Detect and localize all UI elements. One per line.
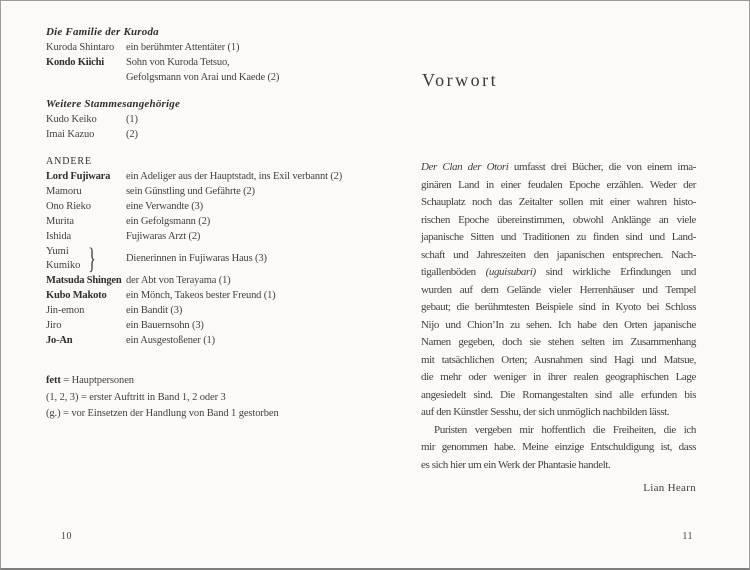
description-line: ein Bauernsohn (3): [126, 320, 204, 331]
preface-line: [421, 422, 696, 440]
brace-glyph: }: [88, 241, 96, 275]
preface-line: [421, 299, 696, 317]
text-segment: mir genommen habe. Meine einzige Entschuldigung ist, dass: [421, 441, 696, 453]
section-heading: Weitere Stammesangehörige: [46, 98, 181, 110]
description-line: ein berühmter Attentäter (1): [126, 42, 240, 53]
text-segment: angesiedelt sind. Die Romangestalten sind alle erfunden bis: [421, 388, 696, 401]
text-segment: rischen Epoche übereinstimmen, obwohl Anklänge an viele: [421, 213, 696, 226]
preface-line: [421, 352, 696, 370]
text-segment: fett: [46, 375, 61, 386]
character-description: [126, 169, 342, 184]
page-left: [46, 25, 368, 423]
preface-line: [421, 177, 696, 195]
character-description: [126, 333, 215, 348]
text-segment: umfasst drei Bücher, die von einem ima-: [508, 161, 696, 173]
character-name: Ishida: [46, 231, 72, 242]
character-row: [46, 55, 368, 85]
character-description: [126, 127, 138, 142]
character-name: Lord Fujiwara: [46, 171, 111, 182]
character-name-stack: [46, 241, 126, 275]
description-line: ein Mönch, Takeos bester Freund (1): [126, 290, 276, 301]
description-line: ein Gefolgsmann (2): [126, 216, 211, 227]
preface-line: [421, 439, 696, 457]
character-group-row: [46, 241, 368, 275]
text-segment: es sich hier um ein Werk der Phantasie handelt.: [421, 458, 611, 471]
preface-line: [421, 369, 696, 387]
character-name: Kudo Keiko: [46, 114, 97, 125]
text-segment: auf den Künstler Sesshu, der sich unmöglich nachbilden lässt.: [421, 406, 670, 418]
author-signature: Lian Hearn: [643, 482, 696, 494]
section-heading: ANDERE: [46, 156, 92, 167]
text-segment: Schauplatz noch das Zeitalter sollen mit einer wahren histo-: [421, 196, 696, 208]
text-segment: Puristen vergeben mir hoffentlich die Freiheiten, die ich: [434, 423, 696, 436]
character-name: Yumi: [46, 245, 69, 257]
preface-line: [421, 282, 696, 300]
section: [46, 154, 368, 348]
character-row: [46, 169, 368, 184]
preface-title: Vorwort: [422, 70, 499, 90]
preface-line: [421, 229, 696, 247]
character-description: [126, 55, 279, 85]
description-line: Fujiwaras Arzt (2): [126, 231, 201, 242]
section: [46, 97, 368, 142]
character-name: Matsuda Shingen: [46, 275, 122, 286]
preface-body: [421, 159, 696, 474]
character-row: [46, 214, 368, 229]
character-name: Kondo Kiichi: [46, 57, 104, 68]
character-name: Kubo Makoto: [46, 290, 107, 301]
character-name: Jo-An: [46, 335, 73, 346]
character-description: [126, 214, 210, 229]
character-description: [126, 229, 200, 244]
character-row: [46, 318, 368, 333]
legend-line: [46, 373, 368, 390]
character-description: Dienerinnen in Fujiwaras Haus (3): [126, 253, 267, 264]
text-segment: Der Clan der Otori: [421, 161, 509, 173]
character-name: Jin-emon: [46, 305, 85, 316]
character-description: [126, 184, 255, 199]
character-list: [46, 25, 368, 348]
text-segment: schaft und Jahreszeiten den japanischen entsprechen. Nach-: [421, 248, 696, 261]
preface-line: [421, 404, 696, 422]
text-segment: = Hauptpersonen: [60, 375, 134, 386]
preface-line: [421, 457, 696, 475]
character-row: [46, 303, 368, 318]
description-line: ein Ausgestoßener (1): [126, 335, 215, 346]
character-name: Kumiko: [46, 259, 81, 271]
legend-line: [46, 406, 368, 423]
character-row: [46, 112, 368, 127]
description-line: Sohn von Kuroda Tetsuo,: [126, 57, 230, 68]
character-description: [126, 318, 204, 333]
character-description: [126, 40, 239, 55]
preface-line: [421, 247, 696, 265]
text-segment: mit tatsächlichen Orten; Ausnahmen sind Hagi und Matsue,: [421, 353, 696, 366]
text-segment: die mehr oder weniger in ihrer realen geographischen Lage: [421, 371, 696, 383]
description-line: (2): [126, 129, 138, 140]
character-description: [126, 273, 231, 288]
text-segment: tigallenböden: [421, 266, 486, 278]
section-heading: Die Familie der Kuroda: [46, 26, 159, 38]
character-description: [126, 303, 182, 318]
description-line: (1): [126, 114, 138, 125]
text-segment: wurden auf dem Gelände vieler Herrenhäuser und Tempel: [421, 283, 696, 296]
text-segment: ginären Land in einer feudalen Epoche erzählen. Weder der: [421, 178, 696, 191]
preface-line: [421, 194, 696, 212]
preface-line: [421, 264, 696, 282]
section: [46, 25, 368, 85]
character-row: [46, 184, 368, 199]
preface-line: [421, 317, 696, 335]
description-line: ein Bandit (3): [126, 305, 183, 316]
text-segment: Namen gegeben, doch sie stehen selten im Zusammenhang: [421, 336, 696, 348]
description-line: ein Adeliger aus der Hauptstadt, ins Exil verbannt (2): [126, 171, 343, 182]
page-number-left: 10: [61, 531, 72, 542]
character-name: Kuroda Shintaro: [46, 42, 115, 53]
character-name: Jiro: [46, 320, 62, 331]
character-description: [126, 112, 138, 127]
character-row: [46, 127, 368, 142]
preface-line: [421, 387, 696, 405]
character-row: [46, 288, 368, 303]
legend-line: [46, 390, 368, 407]
text-segment: (uguisubari): [485, 266, 536, 278]
character-name: Imai Kazuo: [46, 129, 95, 140]
description-line: Gefolgsmann von Arai und Kaede (2): [126, 72, 280, 83]
text-segment: gebaut; die berühmtesten Beispiele sind in Kyoto bei Schloss: [421, 301, 696, 313]
text-segment: (1, 2, 3) = erster Auftritt in Band 1, 2 oder 3: [46, 391, 226, 403]
character-row: [46, 333, 368, 348]
character-description: [126, 288, 276, 303]
preface-line: [421, 334, 696, 352]
character-name: Ono Rieko: [46, 201, 91, 212]
description-line: der Abt von Terayama (1): [126, 275, 231, 286]
text-segment: japanische Sitten und Traditionen zu finden sind und Land-: [421, 231, 696, 243]
description-line: sein Günstling und Gefährte (2): [126, 186, 255, 197]
character-row: [46, 199, 368, 214]
description-line: eine Verwandte (3): [126, 201, 203, 212]
text-segment: Nijo und Chion’In zu sehen. Ich habe den Orten japanische: [421, 318, 696, 331]
character-name: Mamoru: [46, 186, 82, 197]
character-description: [126, 199, 203, 214]
character-row: [46, 40, 368, 55]
preface-line: [421, 159, 696, 177]
character-name: Murita: [46, 216, 74, 227]
page-number-right: 11: [682, 531, 693, 542]
text-segment: (g.) = vor Einsetzen der Handlung von Band 1 gestorben: [46, 408, 279, 419]
legend: [46, 373, 368, 423]
text-segment: sind wirkliche Erfindungen und: [535, 266, 696, 278]
preface-line: [421, 212, 696, 230]
